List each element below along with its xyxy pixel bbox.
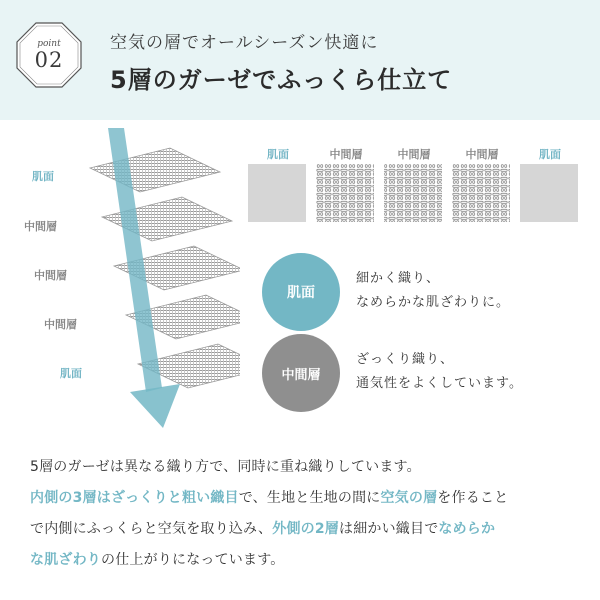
weave-sample-mid-1 xyxy=(316,164,374,222)
face-desc-line-1: 細かく織り、 xyxy=(356,271,441,286)
sample-label-mid-3: 中間層 xyxy=(465,148,499,161)
layer-label-mid-3: 中間層 xyxy=(44,318,77,331)
mid-desc-line-2: 通気性をよくしています。 xyxy=(356,376,523,391)
gauze-layer-1 xyxy=(90,148,220,192)
header-banner xyxy=(0,0,600,120)
paragraph-line-3 xyxy=(30,514,590,545)
layer-label-mid-1: 中間層 xyxy=(24,220,57,233)
layer-label-face-bottom: 肌面 xyxy=(60,367,82,380)
paragraph-segment: で、生地と生地の間に xyxy=(238,490,381,506)
layer-label-mid-2: 中間層 xyxy=(34,269,67,282)
paragraph-line-1: 5層のガーゼは異なる織り方で、同時に重ね織りしています。 xyxy=(30,459,421,475)
weave-sample-face-2 xyxy=(520,164,578,222)
layer-label-face-top: 肌面 xyxy=(32,170,54,183)
badge-number: 02 xyxy=(34,48,64,72)
mid-desc-line-1: ざっくり織り、 xyxy=(356,352,455,367)
weave-sample-face-1 xyxy=(248,164,306,222)
weave-samples xyxy=(244,160,584,226)
mid-layer-circle-label: 中間層 xyxy=(281,367,321,383)
face-desc-line-2: なめらかな肌ざわりに。 xyxy=(356,295,511,310)
badge-word: point xyxy=(37,39,61,49)
face-layer-circle-label: 肌面 xyxy=(287,285,315,301)
sample-label-face-2: 肌面 xyxy=(539,148,561,161)
face-layer-circle xyxy=(262,253,340,331)
sample-label-mid-2: 中間層 xyxy=(397,148,431,161)
point-badge xyxy=(14,20,84,90)
paragraph-segment: で内側にふっくらと空気を取り込み、 xyxy=(30,521,273,537)
mid-layer-description xyxy=(356,348,523,396)
weave-sample-mid-3 xyxy=(452,164,510,222)
paragraph-segment: の仕上がりになっています。 xyxy=(101,552,285,568)
paragraph-segment: 空気の層 xyxy=(380,490,438,506)
header-title: 5層のガーゼでふっくら仕立て xyxy=(110,66,453,94)
paragraph-segment: を作ること xyxy=(437,490,509,506)
paragraph-segment: な肌ざわり xyxy=(30,552,101,568)
paragraph-line-2 xyxy=(30,483,590,514)
paragraph-segment: は細かい織目で xyxy=(339,521,439,537)
description-paragraph xyxy=(30,452,590,576)
paragraph-line-4 xyxy=(30,545,590,576)
mid-layer-circle xyxy=(262,334,340,412)
paragraph-segment: なめらか xyxy=(438,521,496,537)
header-subtitle: 空気の層でオールシーズン快適に xyxy=(110,33,379,53)
face-layer-description xyxy=(356,267,510,315)
sample-label-mid-1: 中間層 xyxy=(329,148,363,161)
paragraph-segment: 外側の2層 xyxy=(272,521,339,537)
sample-label-face-1: 肌面 xyxy=(267,148,289,161)
paragraph-segment: 内側の3層はざっくりと粗い織目 xyxy=(30,490,239,506)
weave-sample-mid-2 xyxy=(384,164,442,222)
